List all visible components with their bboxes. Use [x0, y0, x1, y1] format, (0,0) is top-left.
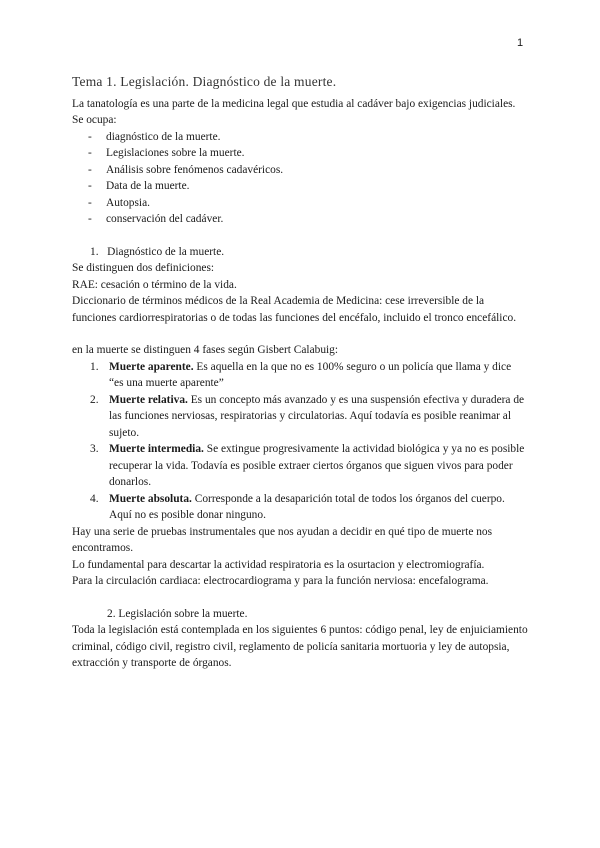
legislation-paragraph: Toda la legislación está contemplada en los siguientes 6 puntos: código penal, ley de enjuiciamiento criminal, código civil, registro civil, reglamento de policía sanitaria mortuoria y ley de autopsia, extracción y transporte de órganos. — [72, 624, 528, 669]
definitions-intro: Se distinguen dos definiciones: — [72, 262, 215, 274]
section-1-heading: 1. Diagnóstico de la muerte. — [90, 245, 225, 258]
intro-paragraph: La tanatología es una parte de la medicina legal que estudia al cadáver bajo exigencias judiciales. — [72, 97, 516, 110]
list-item: - diagnóstico de la muerte. — [88, 130, 221, 143]
section-2-heading: 2. Legislación sobre la muerte. — [107, 607, 248, 620]
list-item: - conservación del cadáver. — [88, 213, 224, 225]
document-body — [72, 74, 528, 672]
document-title: Tema 1. Legislación. Diagnóstico de la muerte. — [72, 74, 337, 89]
list-item: - Data de la muerte. — [88, 180, 190, 192]
respiratory-paragraph: Lo fundamental para descartar la actividad respiratoria es la osurtacion y electromiografía. — [72, 558, 485, 571]
phase-item: 3. Muerte intermedia. Se extingue progresivamente la actividad biológica y ya no es posible recuperar la vida. Todavía es posible extraer ciertos órganos que siguen vivos para poder donarlos. — [90, 443, 525, 488]
phases-list — [72, 359, 528, 524]
se-ocupa-label: Se ocupa: — [72, 114, 117, 126]
phase-item: 2. Muerte relativa. Es un concepto más avanzado y es una suspensión efectiva y duradera de las funciones nerviosas, respiratorias y circulatorias. Aquí todavía es posible reanimar al sujeto. — [90, 393, 525, 439]
phase-item: 1. Muerte aparente. Es aquella en la que no es 100% seguro o un policía que llama y dice “es una muerte aparente” — [90, 360, 512, 389]
list-item: - Autopsia. — [88, 196, 150, 209]
page-number: 1 — [517, 37, 524, 49]
phases-intro: en la muerte se distinguen 4 fases según Gisbert Calabuig: — [72, 344, 339, 356]
topics-list — [72, 129, 528, 228]
rae-definition: RAE: cesación o término de la vida. — [72, 278, 237, 291]
list-item: - Legislaciones sobre la muerte. — [88, 147, 245, 159]
instrumental-tests-paragraph: Hay una serie de pruebas instrumentales que nos ayudan a decidir en qué tipo de muerte nos encontramos. — [72, 525, 493, 554]
circulation-paragraph: Para la circulación cardiaca: electrocardiograma y para la función nerviosa: encefalograma. — [72, 575, 489, 587]
list-item: - Análisis sobre fenómenos cadavéricos. — [88, 163, 284, 176]
academia-definition: Diccionario de términos médicos de la Real Academia de Medicina: cese irreversible de la funciones cardiorrespiratorias o de todas las funciones del encéfalo, incluido el tronco encefálico. — [72, 295, 517, 324]
phase-item: 4. Muerte absoluta. Corresponde a la desaparición total de todos los órganos del cuerpo. Aquí no es posible donar ninguno. — [90, 492, 505, 521]
